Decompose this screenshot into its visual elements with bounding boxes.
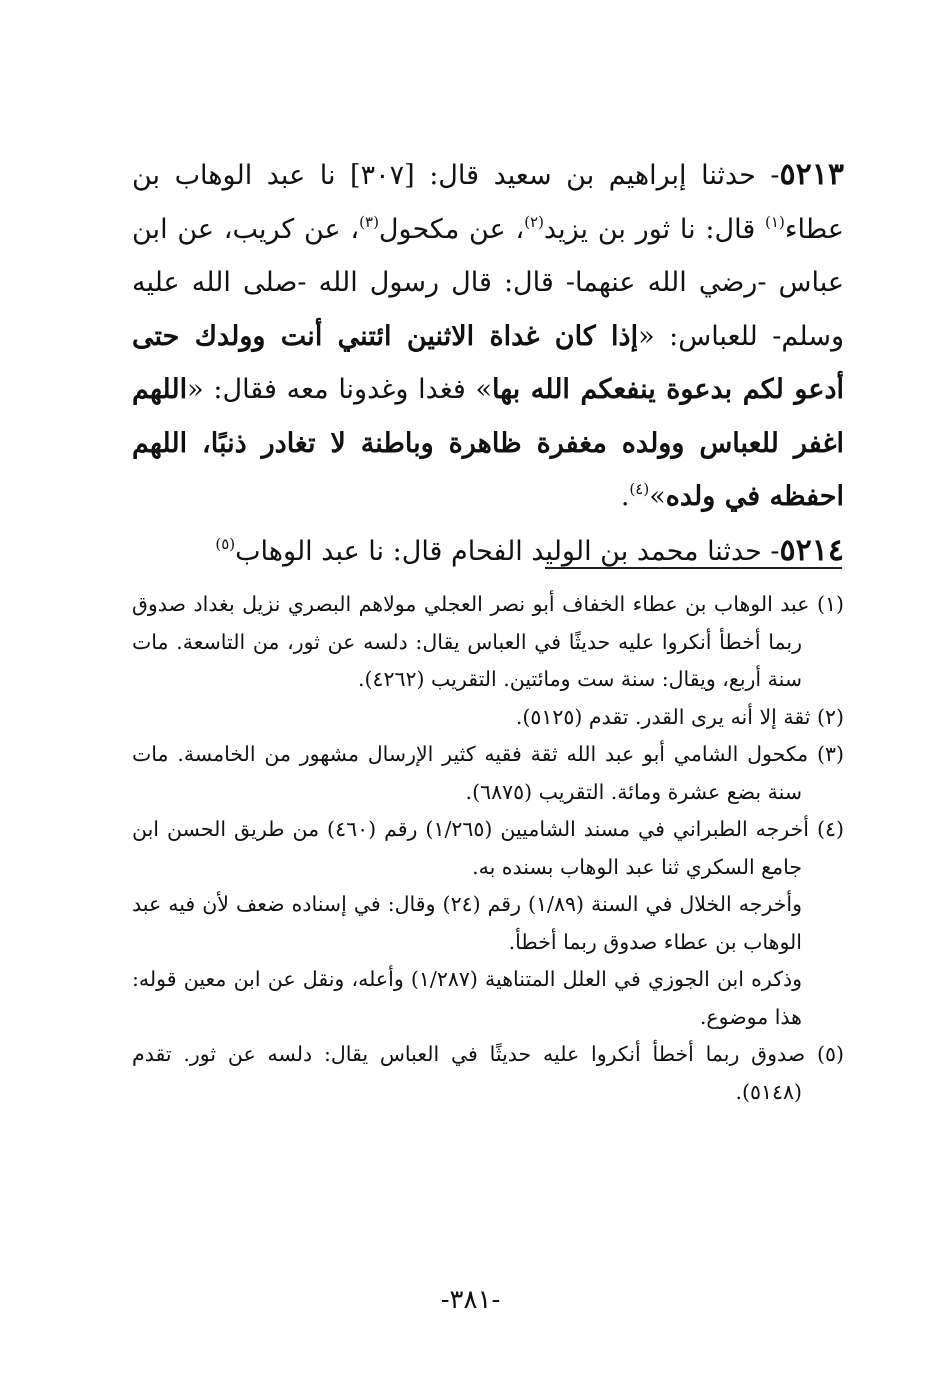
footnote-mark: (٤) — [816, 817, 844, 841]
prophetic-text: اللهم اغفر للعباس وولده مغفرة ظاهرة وباطنة لا تغادر ذنبًا، اللهم احفظه في ولده — [132, 374, 844, 512]
hadith-5213 — [132, 148, 844, 524]
footnote-1 — [132, 586, 844, 699]
footnote-text: عبد الوهاب بن عطاء الخفاف أبو نصر العجلي مولاهم البصري نزيل بغداد صدوق ربما أخطأ أنكروا عليه حديثًا في العباس يقال: دلسه عن ثور، من التاسعة. مات سنة أربع، ويقال: سنة ست ومائتين. التقريب (٤٢٦٢). — [132, 592, 810, 691]
main-text — [132, 148, 844, 578]
hadith-text: ، عن مكحول — [378, 213, 525, 245]
footnote-2 — [132, 699, 844, 737]
hadith-number: ٥٢١٣ — [779, 157, 844, 192]
footnote-ref[interactable]: (٥) — [215, 534, 236, 553]
footnote-4-para-2: وأخرجه الخلال في السنة (١/٨٩) رقم (٢٤) وقال: في إسناده ضعف لأن فيه عبد الوهاب بن عطاء صدوق ربما أخطأ. — [132, 892, 803, 954]
footnote-mark: (٣) — [816, 742, 844, 766]
page-number: -٣٨١- — [440, 1285, 501, 1315]
footnote-text: صدوق ربما أخطأ أنكروا عليه حديثًا في العباس يقال: دلسه عن ثور. تقدم (٥١٤٨). — [132, 1042, 806, 1104]
hadith-number: ٥٢١٤ — [779, 532, 844, 568]
footnote-divider — [545, 567, 842, 569]
hadith-text: - حدثنا إبراهيم بن سعيد قال: [٣٠٧] نا عبد الوهاب بن عطاء — [132, 160, 844, 245]
footnote-ref[interactable]: (٢) — [524, 212, 544, 231]
footnotes — [132, 586, 844, 1111]
hadith-text: » — [649, 481, 666, 512]
hadith-5214 — [132, 524, 844, 579]
footnote-mark: (٥) — [816, 1042, 844, 1066]
footnote-mark: (١) — [816, 592, 844, 616]
footnote-mark: (٢) — [816, 704, 844, 729]
hadith-text: . — [620, 481, 630, 512]
footnote-text: ثقة إلا أنه يرى القدر. تقدم (٥١٢٥). — [515, 704, 811, 729]
hadith-text: قال: نا ثور بن يزيد — [543, 213, 766, 245]
footnote-ref[interactable]: (٤) — [629, 480, 650, 498]
footnote-3 — [132, 736, 844, 811]
footnote-ref[interactable]: (١) — [765, 212, 785, 231]
prophetic-text: إذا كان غداة الاثنين ائتني أنت وولدك حتى أدعو لكم بدعوة ينفعكم الله بها — [132, 320, 844, 405]
hadith-text: - حدثنا محمد بن الوليد الفحام قال: نا عبد الوهاب — [235, 535, 780, 567]
footnote-text: مكحول الشامي أبو عبد الله ثقة فقيه كثير الإرسال مشهور من الخامسة. مات سنة بضع عشرة ومائة. التقريب (٦٨٧٥). — [132, 742, 809, 804]
footnote-text: أخرجه الطبراني في مسند الشاميين (١/٢٦٥) رقم (٤٦٠) من طريق الحسن ابن جامع السكري ثنا عبد الوهاب بسنده به. — [132, 817, 809, 879]
footnote-4-para-3: وذكره ابن الجوزي في العلل المتناهية (١/٢٨٧) وأعله، ونقل عن ابن معين قوله: هذا موضوع. — [132, 967, 802, 1029]
hadith-text: ، عن كريب، عن ابن عباس -رضي الله عنهما- قال: قال رسول الله -صلى الله عليه وسلم- للعباس: « — [132, 213, 844, 352]
footnote-5 — [132, 1036, 844, 1111]
footnote-ref[interactable]: (٣) — [359, 212, 379, 231]
footnote-4 — [132, 811, 844, 886]
hadith-text: » فغدا وغدونا معه فقال: « — [187, 374, 493, 405]
